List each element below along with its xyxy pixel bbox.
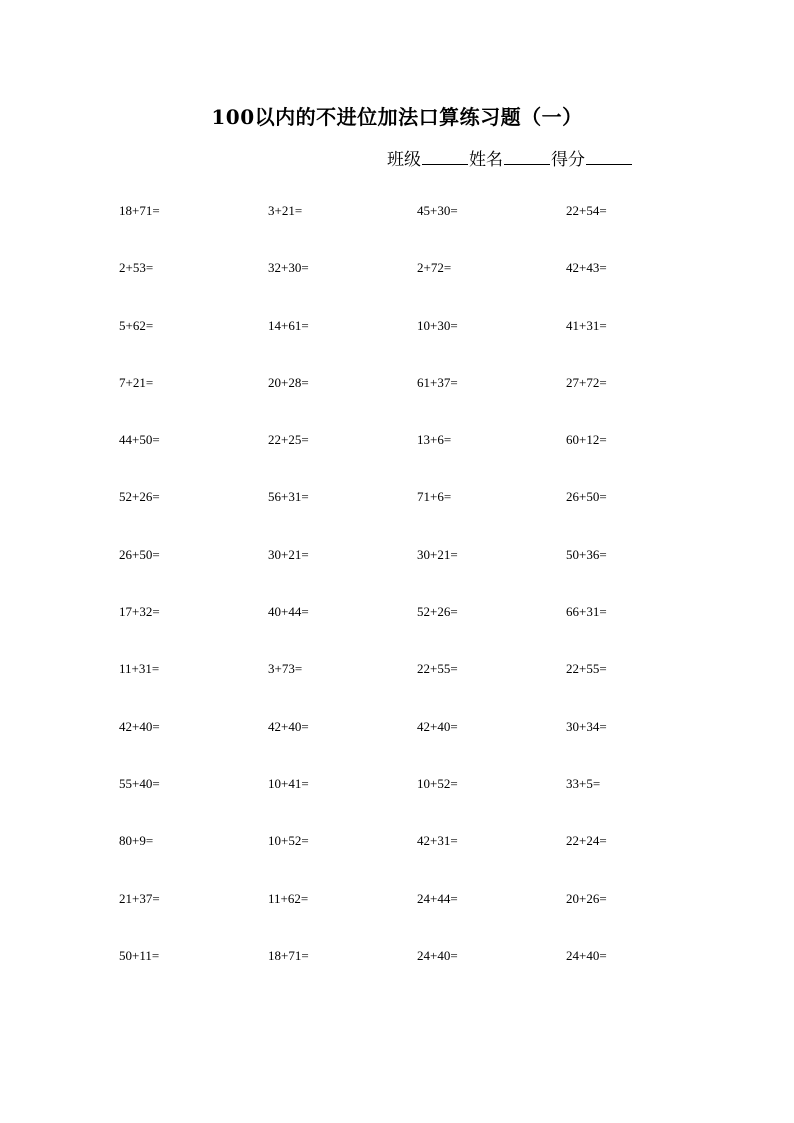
problem-item: 2+72= (417, 260, 452, 276)
page-title: 100以内的不进位加法口算练习题（一） (211, 105, 583, 129)
problem-item: 44+50= (119, 432, 160, 448)
name-blank (504, 146, 550, 165)
problem-item: 41+31= (566, 317, 607, 333)
problem-item: 13+6= (417, 432, 452, 448)
problem-item: 20+28= (268, 374, 309, 390)
problem-item: 42+40= (119, 718, 160, 734)
problem-item: 24+40= (566, 947, 607, 963)
problem-item: 33+5= (566, 775, 601, 791)
problem-item: 24+40= (417, 947, 458, 963)
problem-item: 18+71= (119, 203, 160, 218)
problem-item: 22+24= (566, 833, 607, 849)
problem-item: 80+9= (119, 833, 154, 849)
problem-item: 10+52= (417, 775, 458, 791)
problem-item: 18+71= (268, 947, 309, 963)
problem-item: 3+73= (268, 661, 303, 677)
problem-item: 5+62= (119, 317, 154, 333)
problems-grid (119, 200, 719, 1002)
problem-item: 11+31= (119, 661, 160, 677)
problem-item: 50+11= (119, 947, 160, 963)
problem-item: 55+40= (119, 775, 160, 791)
problem-item: 27+72= (566, 374, 607, 390)
student-info-line (387, 146, 633, 172)
problem-item: 22+55= (417, 661, 458, 677)
problem-item: 21+37= (119, 890, 160, 906)
problem-item: 22+25= (268, 432, 309, 448)
problem-item: 10+30= (417, 317, 458, 333)
problem-item: 22+54= (566, 203, 607, 218)
problem-item: 7+21= (119, 374, 154, 390)
problem-item: 42+40= (268, 718, 309, 734)
problem-item: 10+41= (268, 775, 309, 791)
problem-item: 52+26= (417, 604, 458, 620)
problem-item: 50+36= (566, 546, 607, 562)
problem-item: 42+40= (417, 718, 458, 734)
class-label: 班级 (387, 150, 421, 170)
problem-item: 61+37= (417, 374, 458, 390)
problem-item: 14+61= (268, 317, 309, 333)
problem-item: 26+50= (566, 489, 607, 505)
name-label: 姓名 (469, 150, 503, 170)
problem-item: 17+32= (119, 604, 160, 620)
problem-item: 52+26= (119, 489, 160, 505)
problem-item: 42+31= (417, 833, 458, 849)
problem-item: 24+44= (417, 890, 458, 906)
class-blank (422, 146, 468, 165)
problem-item: 30+21= (417, 546, 458, 562)
score-label: 得分 (551, 150, 585, 170)
problem-item: 32+30= (268, 260, 309, 276)
problem-item: 45+30= (417, 203, 458, 218)
problem-item: 40+44= (268, 604, 309, 620)
problem-item: 26+50= (119, 546, 160, 562)
problem-item: 60+12= (566, 432, 607, 448)
problem-item: 3+21= (268, 203, 303, 218)
problem-item: 42+43= (566, 260, 607, 276)
problem-item: 2+53= (119, 260, 154, 276)
problem-item: 10+52= (268, 833, 309, 849)
problem-item: 30+21= (268, 546, 309, 562)
problem-item: 71+6= (417, 489, 452, 505)
problem-item: 30+34= (566, 718, 607, 734)
problem-item: 11+62= (268, 890, 309, 906)
problem-item: 22+55= (566, 661, 607, 677)
problem-item: 66+31= (566, 604, 607, 620)
problem-item: 56+31= (268, 489, 309, 505)
problem-item: 20+26= (566, 890, 607, 906)
score-blank (586, 146, 632, 165)
